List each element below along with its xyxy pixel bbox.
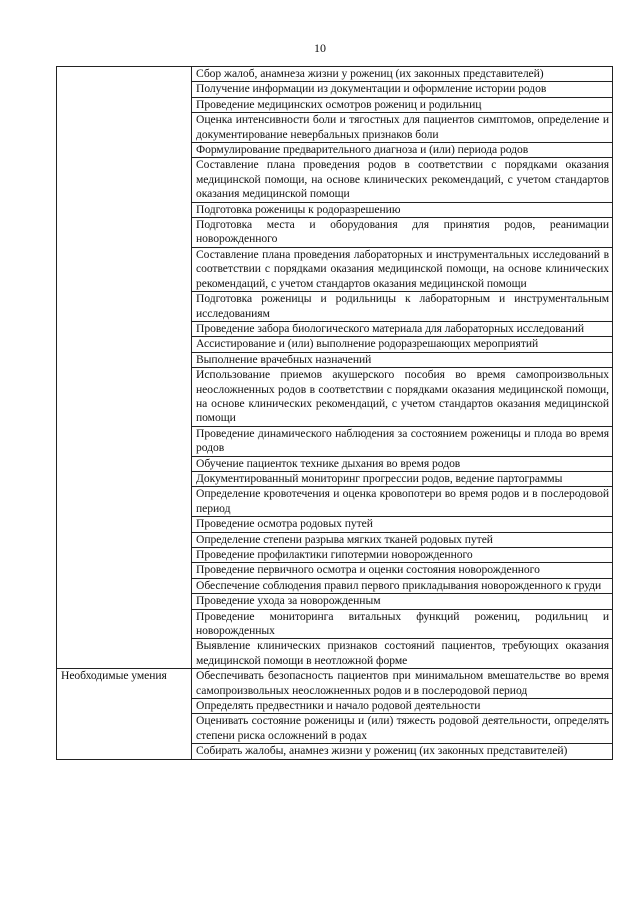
table-cell-item: Определение степени разрыва мягких тканей родовых путей: [192, 532, 613, 547]
table-cell-item: Собирать жалобы, анамнез жизни у рожениц (их законных представителей): [192, 744, 613, 759]
page-number: 10: [314, 41, 326, 55]
table-cell-item: Определять предвестники и начало родовой деятельности: [192, 699, 613, 714]
table-cell-item: Формулирование предварительного диагноза и (или) периода родов: [192, 143, 613, 158]
table-cell-item: Проведение забора биологического материала для лабораторных исследований: [192, 321, 613, 336]
section-label: Необходимые умения: [57, 669, 192, 759]
table-cell-item: Проведение ухода за новорожденным: [192, 594, 613, 609]
table-cell-item: Оценивать состояние роженицы и (или) тяжесть родовой деятельности, определять степени риска осложнений в родах: [192, 714, 613, 744]
table-cell-item: Обеспечивать безопасность пациентов при минимальном вмешательстве во время самопроизвольных неосложненных родов и в послеродовой период: [192, 669, 613, 699]
table-cell-item: Документированный мониторинг прогрессии родов, ведение партограммы: [192, 471, 613, 486]
table-cell-item: Проведение профилактики гипотермии новорожденного: [192, 548, 613, 563]
table-cell-item: Обучение пациенток технике дыхания во время родов: [192, 456, 613, 471]
table-cell-item: Проведение медицинских осмотров рожениц и родильниц: [192, 97, 613, 112]
competency-table: [56, 66, 613, 760]
table-cell-item: Составление плана проведения родов в соответствии с порядками оказания медицинской помощи, на основе клинических рекомендаций, с учетом стандартов оказания медицинской помощи: [192, 158, 613, 202]
table-row: [57, 67, 613, 82]
table-cell-item: Проведение осмотра родовых путей: [192, 517, 613, 532]
table-cell-item: Получение информации из документации и оформление истории родов: [192, 82, 613, 97]
table-cell-item: Проведение динамического наблюдения за состоянием роженицы и плода во время родов: [192, 426, 613, 456]
competency-table-body: [57, 67, 613, 760]
table-cell-item: Проведение мониторинга витальных функций рожениц, родильниц и новорожденных: [192, 609, 613, 639]
table-cell-item: Сбор жалоб, анамнеза жизни у рожениц (их законных представителей): [192, 67, 613, 82]
table-cell-item: Ассистирование и (или) выполнение родоразрешающих мероприятий: [192, 337, 613, 352]
table-cell-item: Выполнение врачебных назначений: [192, 352, 613, 367]
table-cell-item: Оценка интенсивности боли и тягостных для пациентов симптомов, определение и документирование невербальных признаков боли: [192, 113, 613, 143]
table-cell-item: Проведение первичного осмотра и оценки состояния новорожденного: [192, 563, 613, 578]
table-row: [57, 669, 613, 699]
table-cell-item: Подготовка места и оборудования для принятия родов, реанимации новорожденного: [192, 218, 613, 248]
table-cell-item: Составление плана проведения лабораторных и инструментальных исследований в соответствии с порядками оказания медицинской помощи, на основе клинических рекомендаций, с учетом стандартов оказания медицинской помощи: [192, 247, 613, 291]
table-cell-item: Выявление клинических признаков состояний пациентов, требующих оказания медицинской помощи в неотложной форме: [192, 639, 613, 669]
table-cell-item: Подготовка роженицы и родильницы к лабораторным и инструментальным исследованиям: [192, 292, 613, 322]
table-cell-item: Подготовка роженицы к родоразрешению: [192, 202, 613, 217]
table-cell-item: Определение кровотечения и оценка кровопотери во время родов и в послеродовой период: [192, 487, 613, 517]
table-cell-item: Использование приемов акушерского пособия во время самопроизвольных неосложненных родов в соответствии с порядками оказания медицинской помощи, на основе клинических рекомендаций, с учетом стандартов оказания медицинской помощи: [192, 368, 613, 427]
table-cell-item: Обеспечение соблюдения правил первого прикладывания новорожденного к груди: [192, 578, 613, 593]
section-label: [57, 67, 192, 669]
